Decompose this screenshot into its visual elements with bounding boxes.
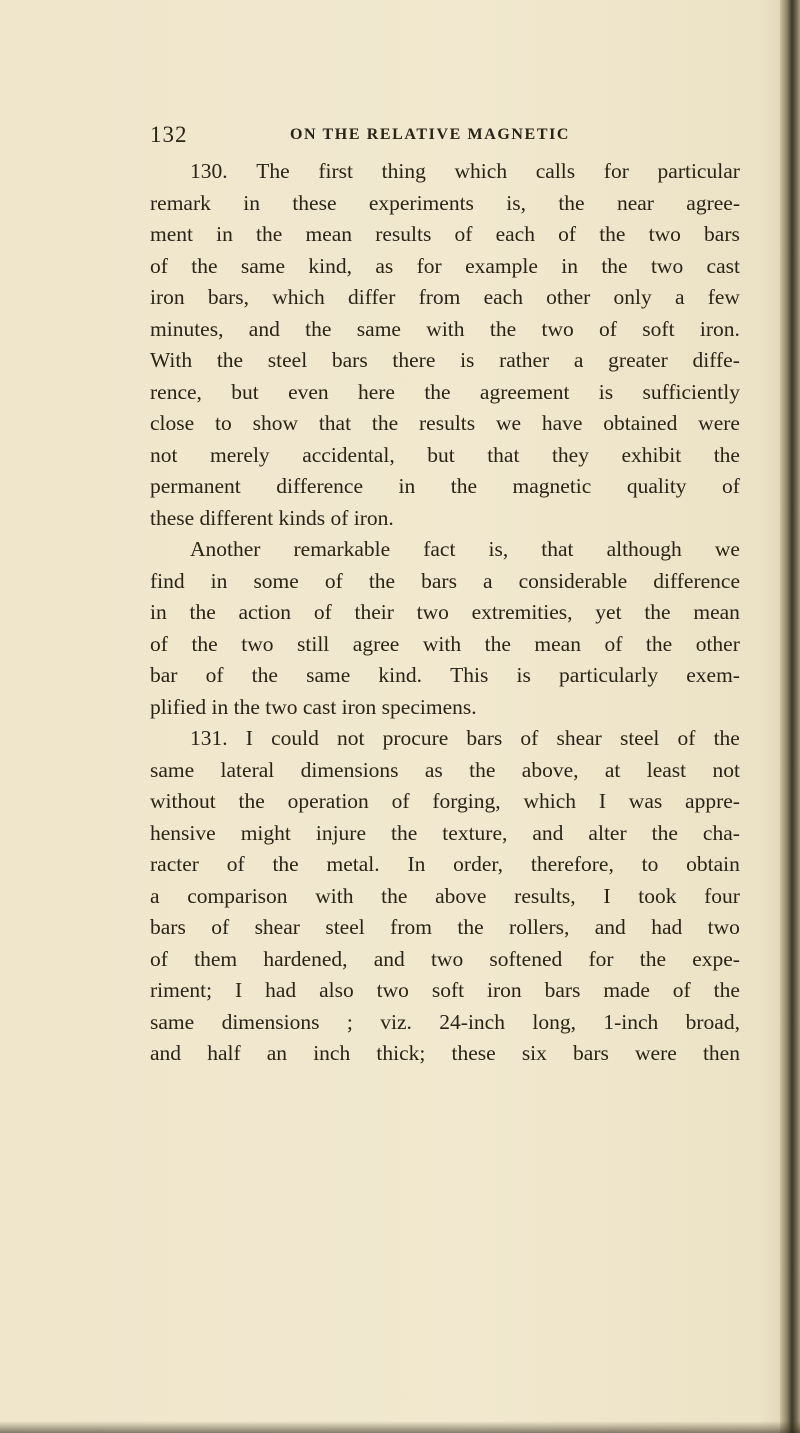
text-line: these different kinds of iron. bbox=[150, 505, 394, 530]
text-line: With the steel bars there is rather a greater diffe- bbox=[150, 348, 740, 372]
text-line: not merely accidental, but that they exhibit the bbox=[150, 442, 740, 467]
text-line: of the same kind, as for example in the two cast bbox=[150, 253, 740, 278]
text-line: a comparison with the above results, I took four bbox=[150, 883, 740, 908]
text-line: plified in the two cast iron specimens. bbox=[150, 694, 477, 719]
text-line: 130. The first thing which calls for particular bbox=[190, 159, 740, 183]
page-number: 132 bbox=[150, 122, 188, 147]
text-line: ment in the mean results of each of the two bars bbox=[150, 222, 740, 246]
text-line: bar of the same kind. This is particularly exem- bbox=[150, 663, 740, 687]
text-line: find in some of the bars a considerable difference bbox=[150, 568, 740, 593]
text-line: Another remarkable fact is, that although we bbox=[190, 537, 740, 561]
text-line: same dimensions ; viz. 24-inch long, 1-inch broad, bbox=[150, 1009, 740, 1034]
page-edge-shadow bbox=[780, 0, 800, 1433]
text-line: close to show that the results we have obtained were bbox=[150, 411, 740, 435]
text-line: of them hardened, and two softened for the expe- bbox=[150, 946, 740, 971]
text-line: bars of shear steel from the rollers, and had two bbox=[150, 915, 740, 939]
text-line: same lateral dimensions as the above, at least not bbox=[150, 757, 740, 782]
running-title: ON THE RELATIVE MAGNETIC bbox=[290, 126, 571, 143]
text-line: minutes, and the same with the two of soft iron. bbox=[150, 316, 740, 341]
body-text bbox=[150, 156, 740, 1070]
text-line: iron bars, which differ from each other only a few bbox=[150, 285, 740, 309]
text-line: in the action of their two extremities, yet the mean bbox=[150, 600, 740, 624]
page-header bbox=[150, 122, 690, 152]
text-line: rence, but even here the agreement is sufficiently bbox=[150, 379, 740, 404]
text-line: hensive might injure the texture, and alter the cha- bbox=[150, 820, 740, 845]
text-line: and half an inch thick; these six bars were then bbox=[150, 1041, 740, 1065]
text-line: riment; I had also two soft iron bars made of the bbox=[150, 978, 740, 1002]
text-line: 131. I could not procure bars of shear steel of the bbox=[190, 726, 740, 750]
text-line: of the two still agree with the mean of the other bbox=[150, 631, 740, 656]
text-line: remark in these experiments is, the near agree- bbox=[150, 190, 740, 215]
page-bottom-shadow bbox=[0, 1421, 800, 1433]
text-line: permanent difference in the magnetic quality of bbox=[150, 474, 740, 498]
text-line: racter of the metal. In order, therefore, to obtain bbox=[150, 852, 740, 876]
text-line: without the operation of forging, which I was appre- bbox=[150, 789, 740, 813]
